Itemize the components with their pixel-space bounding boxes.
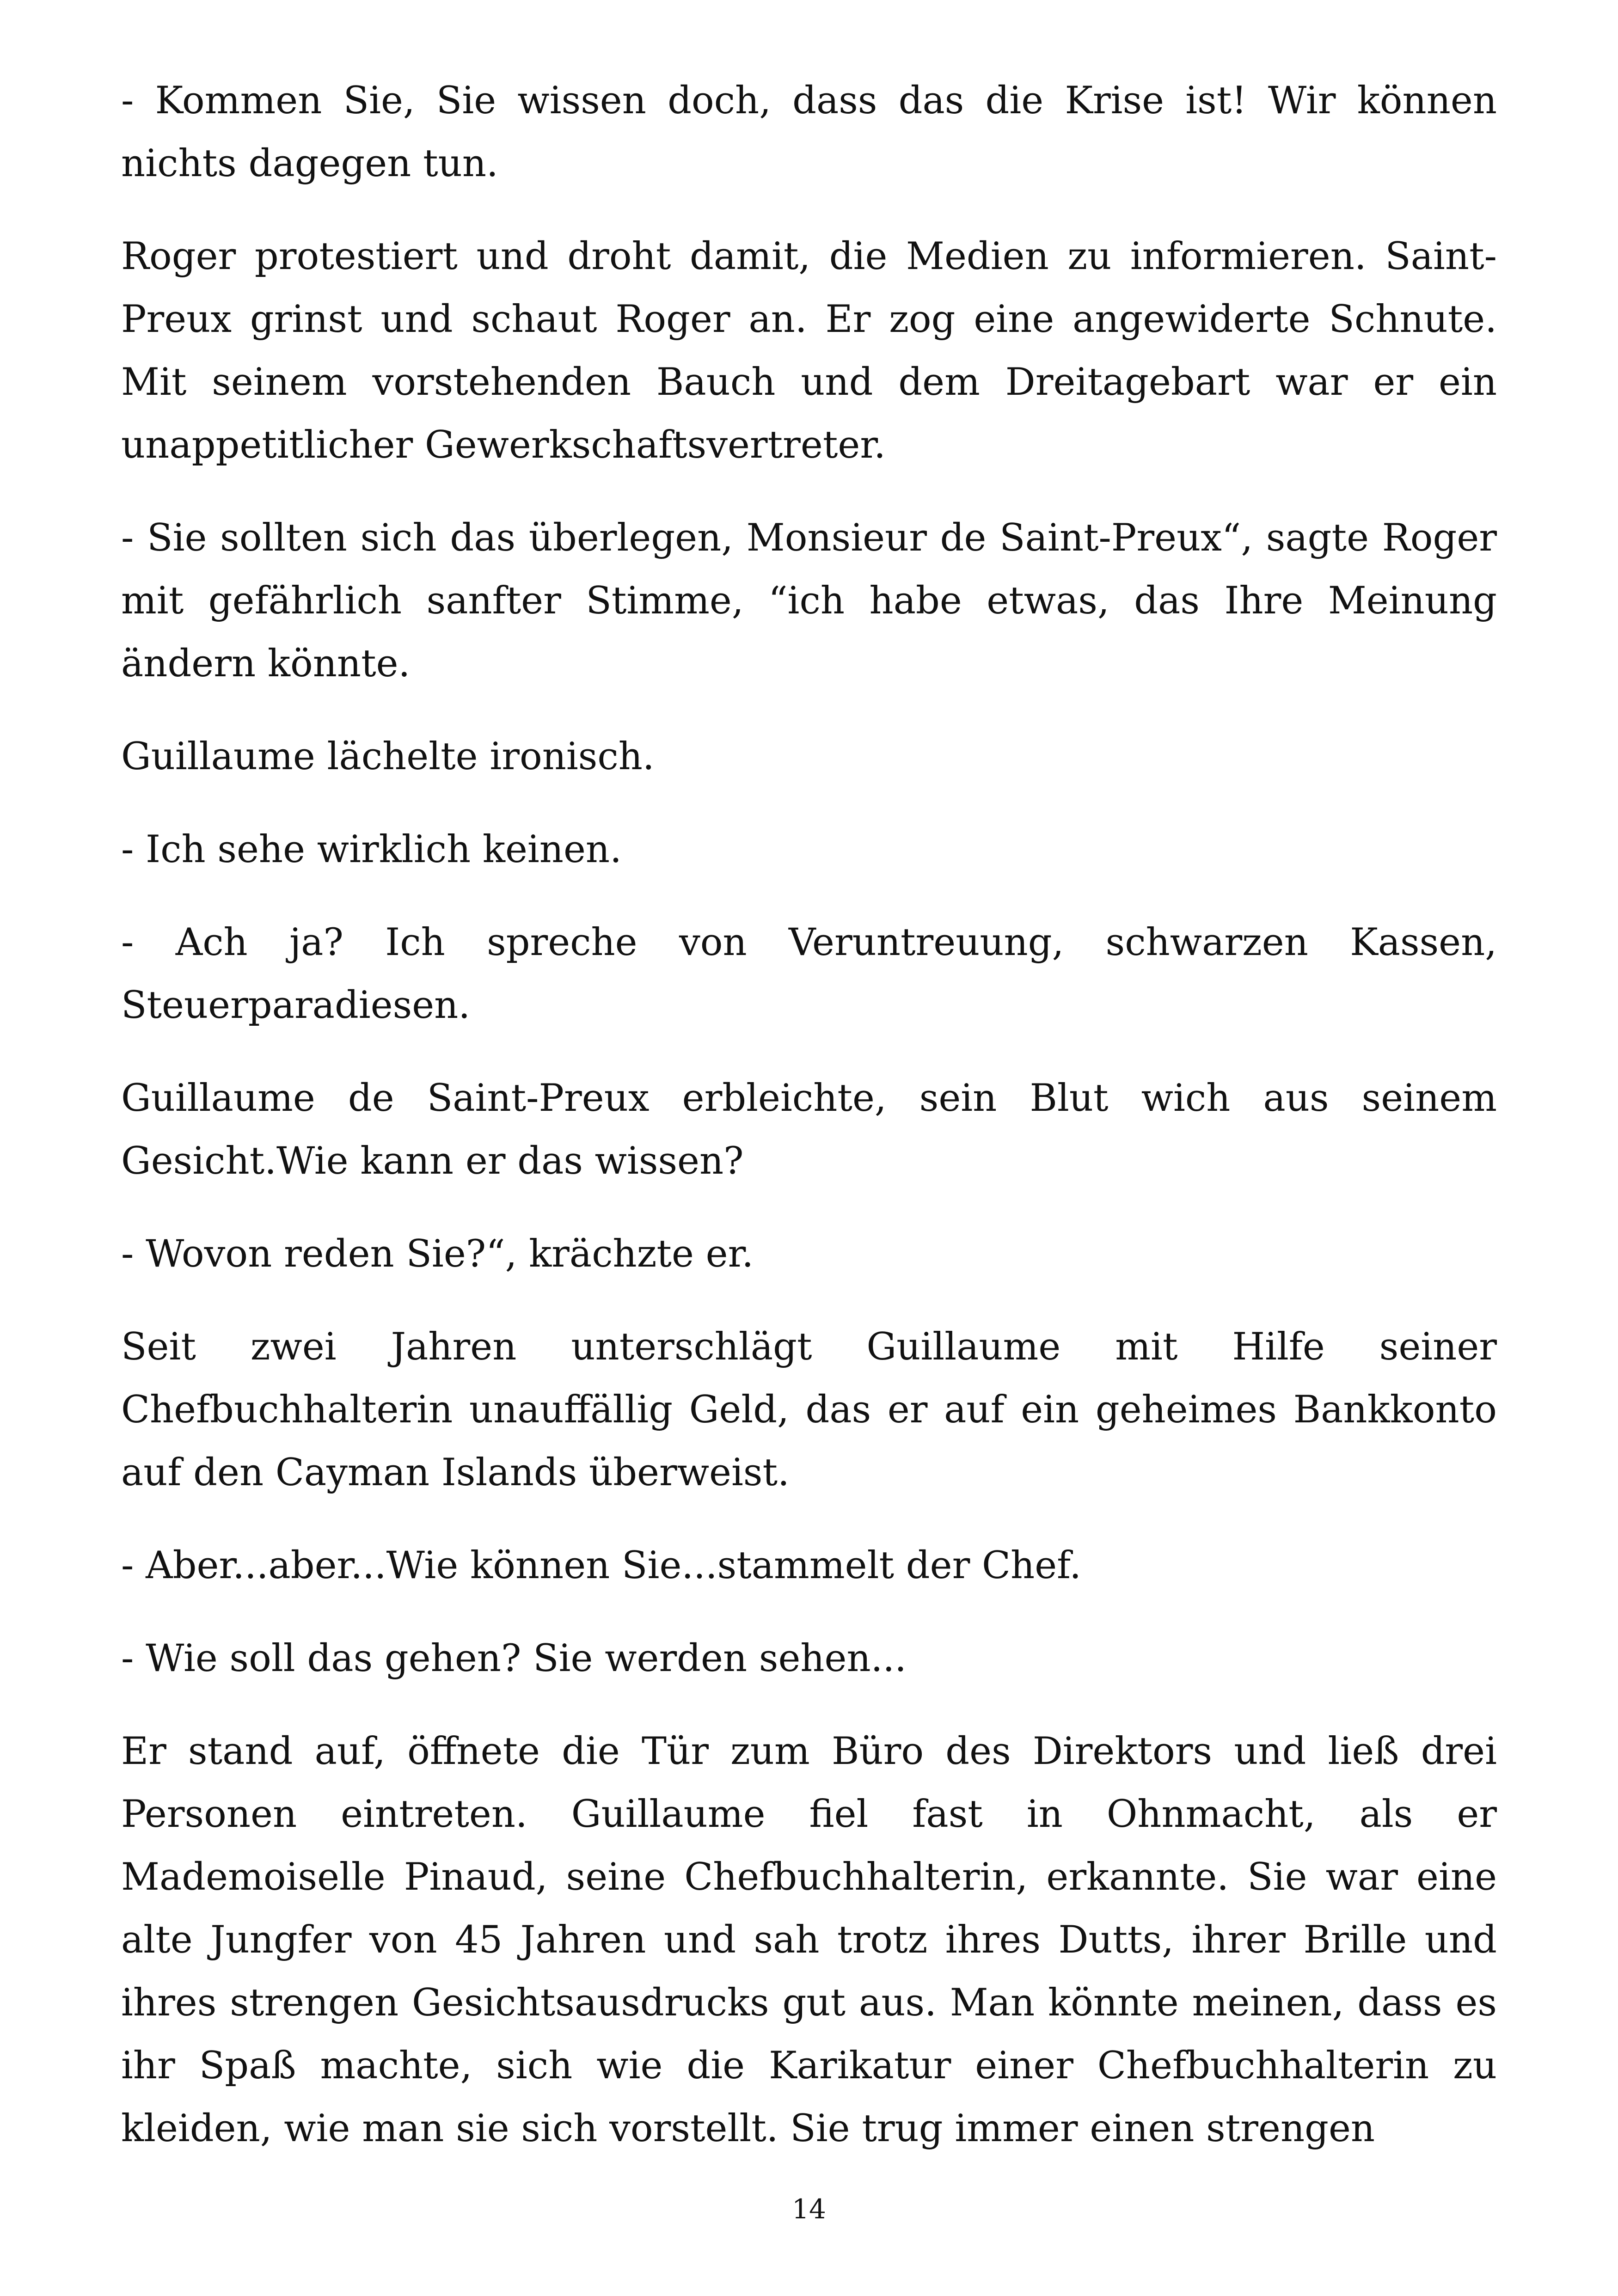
paragraph: - Wovon reden Sie?“, krächzte er.: [121, 1232, 754, 1276]
paragraph: - Aber...aber...Wie können Sie...stammelt der Chef.: [121, 1544, 1081, 1587]
paragraph: Er stand auf, öffnete die Tür zum Büro des Direktors und ließ drei Personen eintreten. Guillaume fiel fast in Ohnmacht, als er Mademoiselle Pinaud, seine Chefbuchhalterin, erkannte. Sie war eine alte Jungfer von 45 Jahren und sah trotz ihres Dutts, ihrer Brille und ihres strengen Gesichtsausdrucks gut aus. Man könnte meinen, dass es ihr Spaß machte, sich wie die Karikatur einer Chefbuchhalterin zu kleiden, wie man sie sich vorstellt. Sie trug immer einen strengen: [121, 1730, 1497, 2150]
paragraph: - Wie soll das gehen? Sie werden sehen...: [121, 1637, 907, 1680]
paragraph: - Ach ja? Ich spreche von Veruntreuung, schwarzen Kassen, Steuerparadiesen.: [121, 921, 1497, 1027]
paragraph: - Ich sehe wirklich keinen.: [121, 828, 622, 871]
paragraph: Seit zwei Jahren unterschlägt Guillaume mit Hilfe seiner Chefbuchhalterin unauffällig Geld, das er auf ein geheimes Bankkonto auf den Cayman Islands überweist.: [121, 1325, 1497, 1494]
paragraph: - Kommen Sie, Sie wissen doch, dass das die Krise ist! Wir können nichts dagegen tun.: [121, 79, 1497, 185]
page-body: [121, 69, 1497, 2190]
page-number: 14: [792, 2193, 826, 2225]
paragraph: - Sie sollten sich das überlegen, Monsieur de Saint-Preux“, sagte Roger mit gefährlich sanfter Stimme, “ich habe etwas, das Ihre Meinung ändern könnte.: [121, 516, 1497, 686]
paragraph: Roger protestiert und droht damit, die Medien zu informieren. Saint-Preux grinst und schaut Roger an. Er zog eine angewiderte Schnute. Mit seinem vorstehenden Bauch und dem Dreitagebart war er ein unappetitlicher Gewerkschaftsvertreter.: [121, 235, 1497, 467]
paragraph: Guillaume lächelte ironisch.: [121, 735, 655, 778]
paragraph: Guillaume de Saint-Preux erbleichte, sein Blut wich aus seinem Gesicht.Wie kann er das wissen?: [121, 1077, 1497, 1183]
